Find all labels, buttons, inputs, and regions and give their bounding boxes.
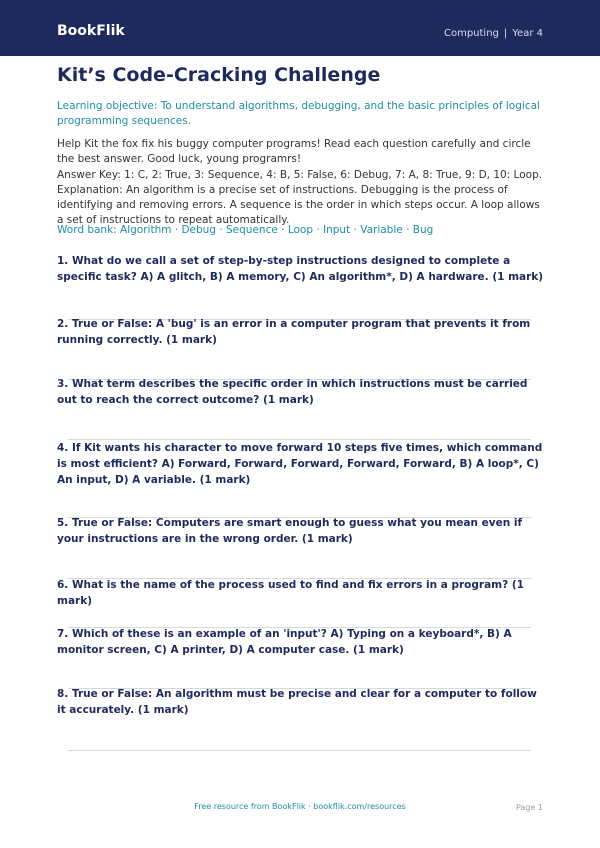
footer-resource-link[interactable]: Free resource from BookFlik · bookflik.com/resources <box>194 802 406 811</box>
worksheet-title: Kit’s Code-Cracking Challenge <box>57 64 381 86</box>
year-label: Year 4 <box>512 28 543 39</box>
brand-logo[interactable]: BookFlik <box>57 23 125 39</box>
header-bar <box>0 0 600 56</box>
subject-label: Computing <box>443 28 499 39</box>
question-7: 7. Which of these is an example of an 'input'? A) Typing on a keyboard*, B) A monitor screen, C) A printer, D) A computer case. (1 mark) <box>57 628 512 656</box>
learning-objective: Learning objective: To understand algorithms, debugging, and the basic principles of logical programming sequences. <box>57 100 540 127</box>
subject-year-label <box>444 28 543 39</box>
answer-line-8 <box>68 750 531 751</box>
question-6: 6. What is the name of the process used to find and fix errors in a program? (1 mark) <box>57 579 524 607</box>
word-bank: Word bank: Algorithm · Debug · Sequence · Loop · Input · Variable · Bug <box>57 224 434 236</box>
page-number: Page 1 <box>516 803 543 812</box>
question-2: 2. True or False: A 'bug' is an error in a computer program that prevents it from running correctly. (1 mark) <box>57 318 531 346</box>
header-separator: | <box>503 28 508 39</box>
question-3: 3. What term describes the specific order in which instructions must be carried out to reach the correct outcome? (1 mark) <box>57 378 528 406</box>
question-1: 1. What do we call a set of step-by-step instructions designed to complete a specific task? A) A glitch, B) A memory, C) An algorithm*, D) A hardware. (1 mark) <box>57 255 544 283</box>
question-8: 8. True or False: An algorithm must be precise and clear for a computer to follow it accurately. (1 mark) <box>57 688 537 716</box>
question-5: 5. True or False: Computers are smart enough to guess what you mean even if your instructions are in the wrong order. (1 mark) <box>57 517 523 545</box>
answer-key: Answer Key: 1: C, 2: True, 3: Sequence, 4: B, 5: False, 6: Debug, 7: A, 8: True, 9: D, 10: Loop. Explanation: An algorithm is a precise set of instructions. Debugging is the process of identifying and removing errors. A sequence is the order in which steps occur. A loop allows a set of instructions to repeat automatically. <box>57 169 543 226</box>
question-4: 4. If Kit wants his character to move forward 10 steps five times, which command is most efficient? A) Forward, Forward, Forward, Forward, Forward, B) A loop*, C) An input, D) A variable. (1 mark) <box>57 442 543 486</box>
intro-text: Help Kit the fox fix his buggy computer programs! Read each question carefully and circle the best answer. Good luck, young programrs! <box>57 138 531 165</box>
